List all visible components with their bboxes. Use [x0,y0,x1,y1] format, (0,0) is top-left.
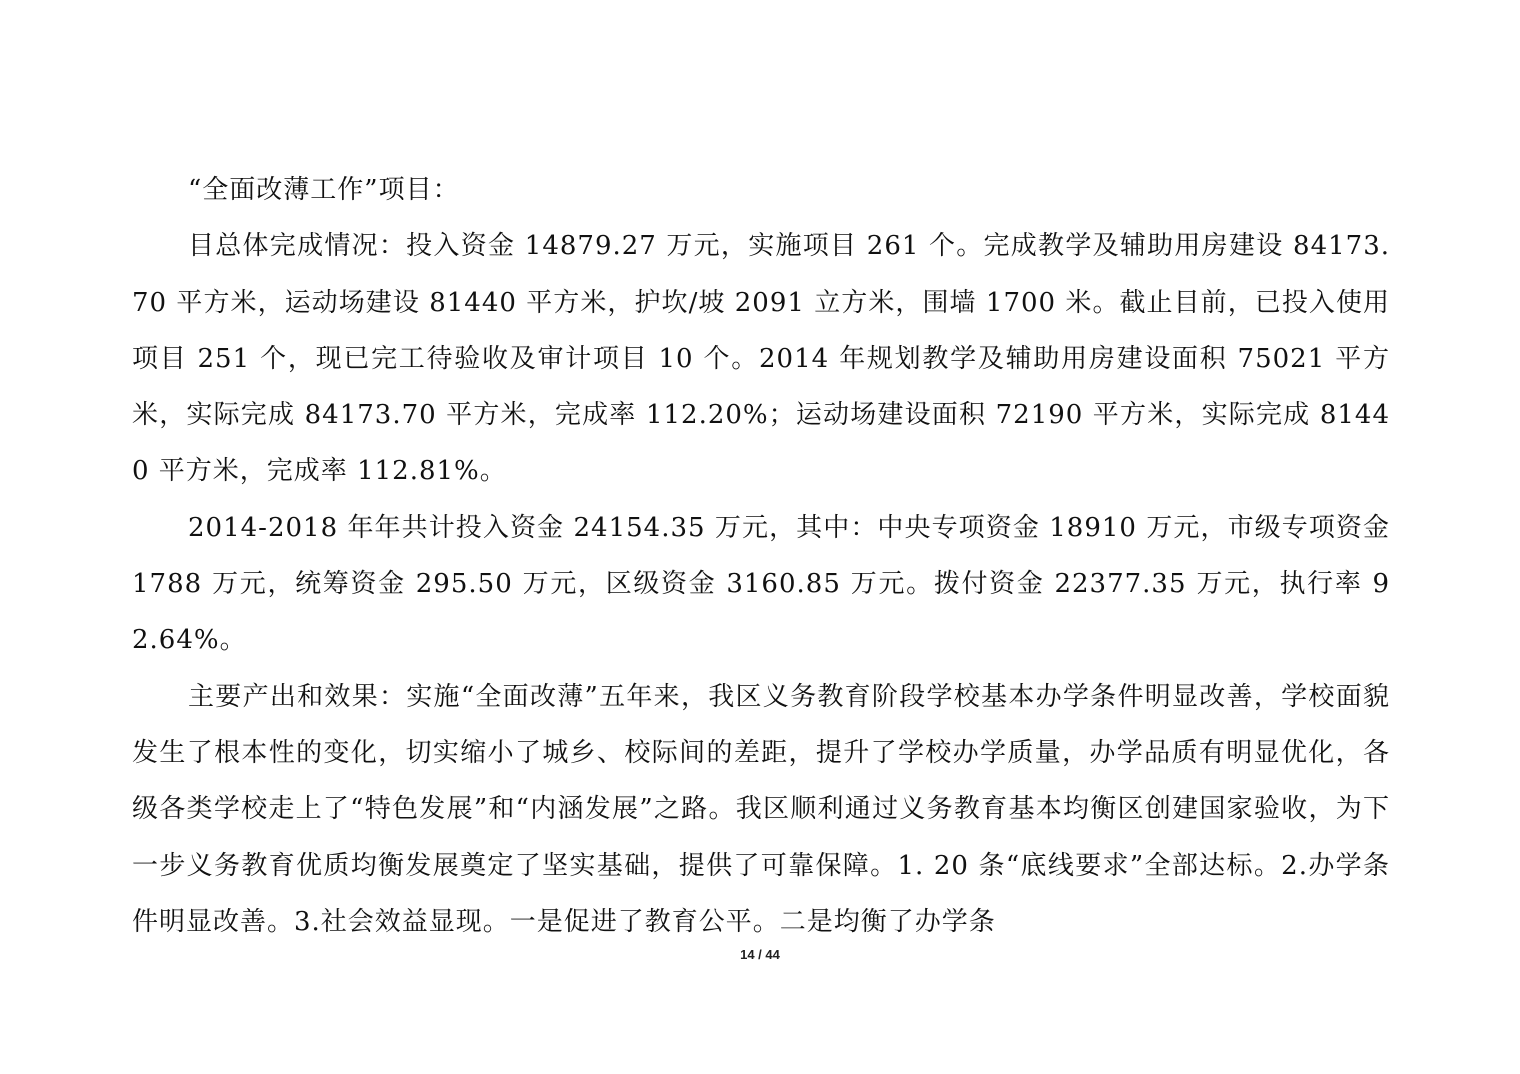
paragraph-outcomes: 主要产出和效果：实施“全面改薄”五年来，我区义务教育阶段学校基本办学条件明显改善，学校面貌发生了根本性的变化，切实缩小了城乡、校际间的差距，提升了学校办学质量，办学品质有明显优化，各级各类学校走上了“特色发展”和“内涵发展”之路。我区顺利通过义务教育基本均衡区创建国家验收，为下一步义务教育优质均衡发展奠定了坚实基础，提供了可靠保障。1. 20 条“底线要求”全部达标。2.办学条件明显改善。3.社会效益显现。一是促进了教育公平。二是均衡了办学条 [132,681,1390,937]
paragraph-funding: 2014-2018 年年共计投入资金 24154.35 万元，其中：中央专项资金 18910 万元，市级专项资金 1788 万元，统筹资金 295.50 万元，区级资金 3160.85 万元。拨付资金 22377.35 万元，执行率 92.64%。 [132,512,1390,656]
body-text [132,162,1390,950]
paragraph-completion-status: 目总体完成情况：投入资金 14879.27 万元，实施项目 261 个。完成教学及辅助用房建设 84173.70 平方米，运动场建设 81440 平方米，护坎/坡 2091 立方米，围墙 1700 米。截止目前，已投入使用项目 251 个，现已完工待验收及审计项目 10 个。2014 年规划教学及辅助用房建设面积 75021 平方米，实际完成 84173.70 平方米，完成率 112.20%；运动场建设面积 72190 平方米，实际完成 81440 平方米，完成率 112.81%。 [132,231,1390,487]
paragraph-project-title: “全面改薄工作”项目： [188,175,460,205]
page-number: 14 / 44 [740,947,780,962]
